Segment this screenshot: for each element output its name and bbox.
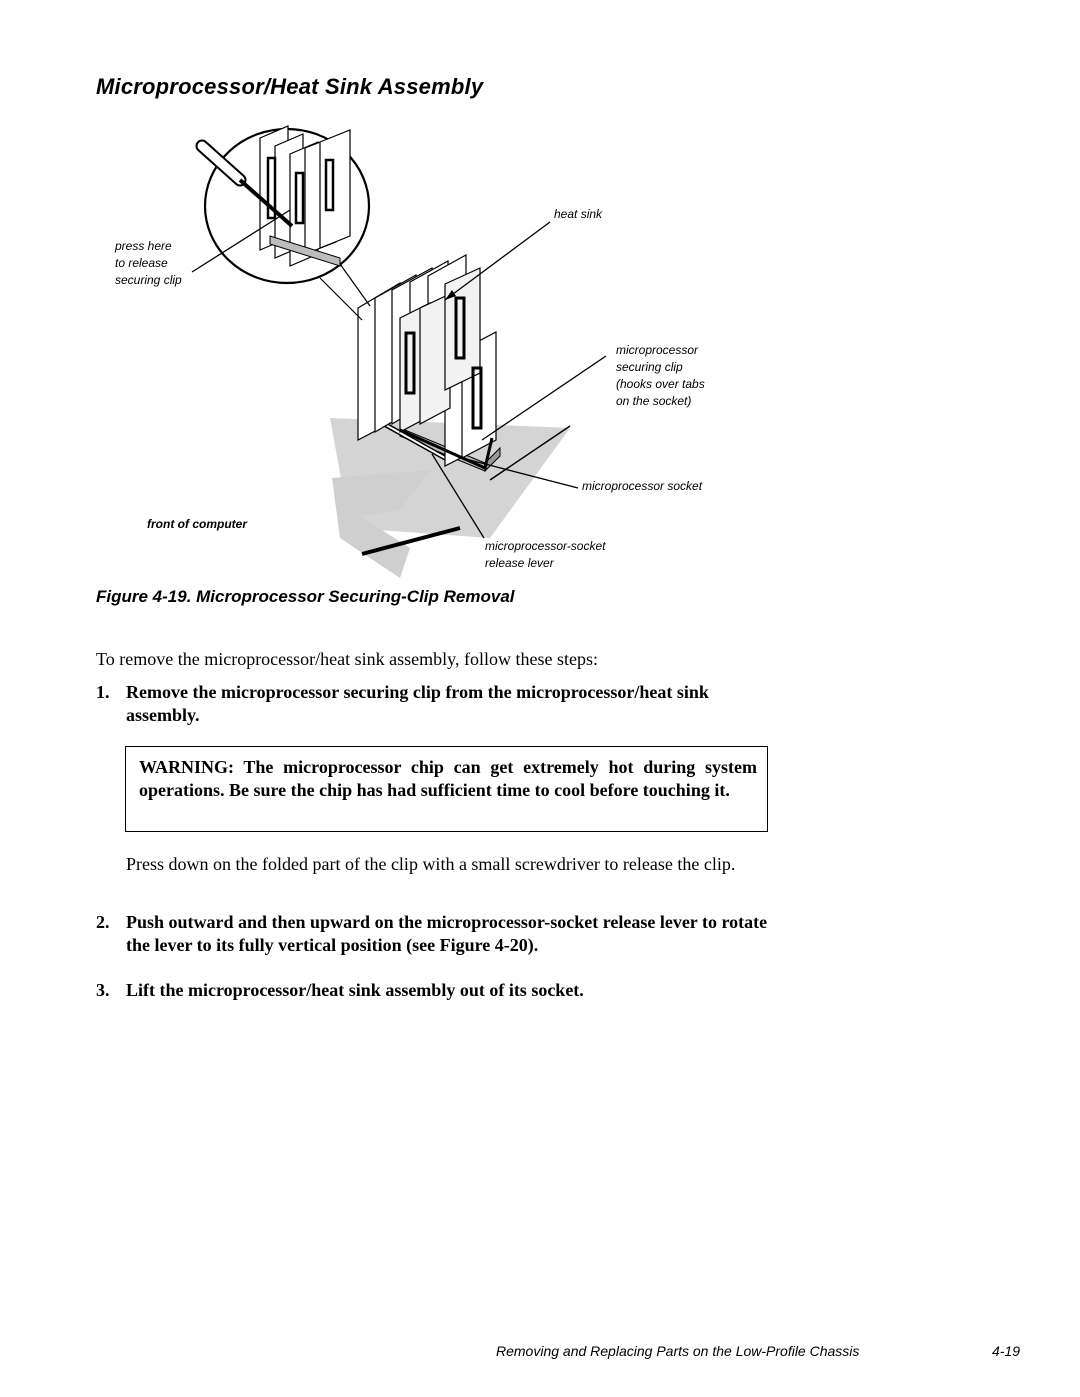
step-text: Lift the microprocessor/heat sink assembly out of its socket. bbox=[126, 980, 584, 1000]
step-number: 1. bbox=[96, 682, 110, 702]
step-3 bbox=[96, 979, 776, 1002]
callout-front-of-computer: front of computer bbox=[147, 517, 247, 531]
callout-heat-sink: heat sink bbox=[554, 207, 603, 221]
step-text: Push outward and then upward on the microprocessor-socket release lever to rotate the lever to its fully vertical position (see Figure 4-20). bbox=[126, 912, 768, 955]
warning-box: WARNING: The microprocessor chip can get extremely hot during system operations. Be sure the chip has had sufficient time to cool before touching it. bbox=[125, 746, 768, 832]
section-title: Microprocessor/Heat Sink Assembly bbox=[96, 74, 484, 99]
figure-caption: Figure 4-19. Microprocessor Securing-Clip Removal bbox=[96, 587, 515, 606]
intro-paragraph: To remove the microprocessor/heat sink assembly, follow these steps: bbox=[96, 649, 598, 669]
step-text: Remove the microprocessor securing clip from the microprocessor/heat sink assembly. bbox=[126, 682, 709, 725]
callout-release-lever: microprocessor-socket release lever bbox=[485, 539, 606, 570]
step-1 bbox=[96, 681, 776, 727]
page-footer bbox=[496, 1343, 1020, 1359]
figure bbox=[100, 118, 740, 578]
clip-release-paragraph: Press down on the folded part of the clip with a small screwdriver to release the clip. bbox=[126, 854, 736, 874]
callout-socket: microprocessor socket bbox=[582, 479, 703, 493]
step-number: 3. bbox=[96, 980, 110, 1000]
step-2 bbox=[96, 911, 776, 957]
callout-securing-clip: microprocessor securing clip (hooks over tabs on the socket) bbox=[616, 343, 705, 408]
callout-press-here: press here to release securing clip bbox=[115, 239, 182, 287]
footer-page-number: 4-19 bbox=[991, 1343, 1020, 1359]
step-number: 2. bbox=[96, 912, 110, 932]
footer-chapter-title: Removing and Replacing Parts on the Low-Profile Chassis bbox=[496, 1343, 860, 1359]
